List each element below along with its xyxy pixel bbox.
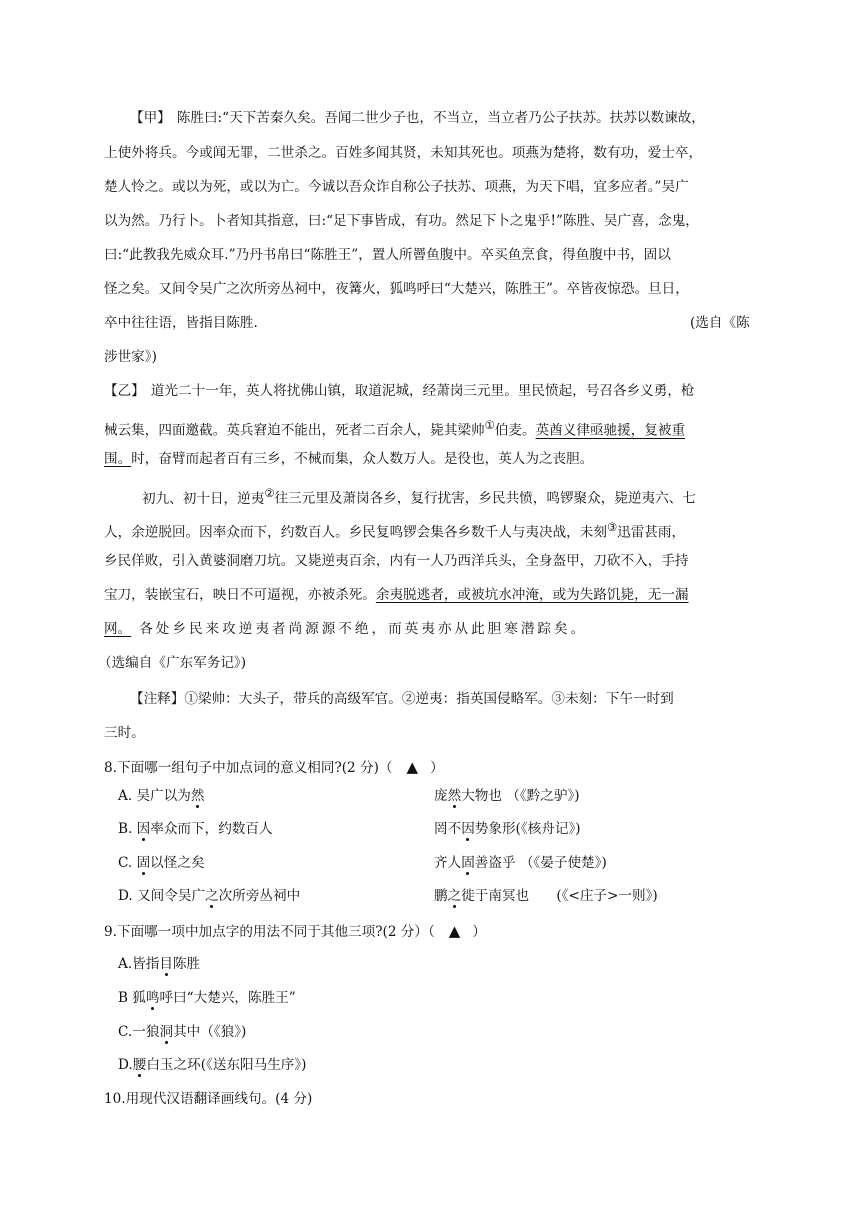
question-9-stem: 9.下面哪一项中加点字的用法不同于其他三项?(2 分）（ ▲ ） bbox=[104, 922, 486, 940]
underlined-sentence-1-end: 围。 bbox=[104, 451, 132, 467]
passage-jia-source-b: 涉世家》) bbox=[104, 349, 157, 365]
passage-jia-label: 【甲】 bbox=[130, 110, 171, 126]
q8-option-c-right: 齐人固善盗乎 （《晏子使楚》) bbox=[434, 855, 607, 871]
passage-yi-source: （选编自《广东军务记》) bbox=[98, 655, 247, 671]
q9-option-b[interactable]: B 狐鸣呼曰“大楚兴，陈胜王” bbox=[118, 990, 296, 1006]
note-marker-2: ② bbox=[264, 486, 275, 500]
question-10-stem: 10.用现代汉语翻译画线句。(4 分) bbox=[104, 1091, 313, 1107]
underlined-sentence-1: 英酋义律亟驰援，复被重 bbox=[535, 422, 686, 439]
dotted-character: 目 bbox=[159, 956, 173, 972]
passage-jia-line-6: 怪之矣。又间令吴广之次所旁丛祠中，夜篝火，狐鸣呼曰“大楚兴，陈胜王”。卒皆夜惊恐。旦日， bbox=[104, 281, 689, 297]
passage-yi-line-3: 围。时，奋臂而起者百有三乡，不械而集，众人数万人。是役也，英人为之丧胆。 bbox=[104, 451, 594, 467]
dotted-character: 鸣 bbox=[145, 990, 160, 1006]
q8-option-d-right: 鹏之徙于南冥也 (《<庄子>一则》) bbox=[434, 888, 658, 904]
dotted-character: 之 bbox=[205, 888, 219, 904]
passage-yi-line-2: 械云集，四面邀截。英兵窘迫不能出，死者二百余人，毙其梁帅①伯麦。英酋义律亟驰援，复被重 bbox=[104, 418, 686, 439]
underlined-sentence-2: 余夷脱逃者，或被坑水冲淹，或为失路饥毙，无一漏 bbox=[375, 587, 689, 603]
dotted-character: 之 bbox=[447, 888, 462, 904]
dotted-character: 然 bbox=[447, 788, 462, 804]
passage-yi-line-7: 宝刀，装嵌宝石，映日不可逼视，亦被杀死。余夷脱逃者，或被坑水冲淹，或为失路饥毙，无一漏 bbox=[104, 587, 689, 603]
q8-option-b-right: 罔不因势象形(《核舟记》) bbox=[434, 821, 581, 837]
dotted-character: 固 bbox=[136, 855, 151, 871]
dotted-character: 然 bbox=[190, 788, 205, 804]
passage-yi-label: 【乙】 bbox=[104, 383, 145, 399]
notes-label: 【注释】 bbox=[130, 691, 185, 707]
dotted-character: 固 bbox=[461, 855, 475, 871]
q9-option-c[interactable]: C.一狼洞其中（《狼》) bbox=[118, 1024, 247, 1040]
passage-jia-source-a: (选自《陈 bbox=[690, 315, 750, 331]
passage-yi-line-4: 初九、初十日，逆夷②往三元里及萧岗各乡，复行扰害，乡民共愤，鸣锣聚众，毙逆夷六、七 bbox=[142, 486, 696, 507]
dotted-character: 腰 bbox=[132, 1057, 147, 1073]
q8-option-d-left[interactable]: D. 又间令吴广之次所旁丛祠中 bbox=[118, 888, 301, 904]
q8-option-b-left[interactable]: B. 因率众而下，约数百人 bbox=[118, 821, 273, 837]
dotted-character: 洞 bbox=[159, 1024, 174, 1040]
dotted-character: 因 bbox=[136, 821, 151, 837]
q9-option-a[interactable]: A.皆指目陈胜 bbox=[118, 956, 201, 972]
passage-yi-line-8: 网。 各处乡民来攻逆夷者尚源源不绝，而英夷亦从此胆寒潜踪矣。 bbox=[104, 621, 588, 637]
triangle-up-icon: ▲ bbox=[448, 922, 461, 940]
passage-yi-line-6: 乡民佯败，引入黄婆洞磨刀坑。又毙逆夷百余，内有一人乃西洋兵头，全身盔甲，刀砍不入，手持 bbox=[104, 553, 689, 569]
underlined-sentence-2-end: 网。 bbox=[104, 621, 132, 637]
notes-line-2: 三时。 bbox=[104, 725, 145, 741]
passage-jia-line-5: 曰:“此教我先威众耳.”乃丹书帛曰“陈胜王”，置人所罾鱼腹中。卒买鱼烹食，得鱼腹中书，固以 bbox=[104, 247, 671, 263]
note-marker-1: ① bbox=[484, 418, 495, 432]
notes-line-1: 【注释】①梁帅：大头子，带兵的高级军官。②逆夷：指英国侵略军。③未刻：下午一时到 bbox=[130, 691, 674, 707]
passage-jia-line-2: 上使外将兵。今或闻无罪，二世杀之。百姓多闻其贤，未知其死也。项燕为楚将，数有功，爱士卒， bbox=[104, 145, 703, 161]
passage-yi-line-1: 【乙】 道光二十一年，英人将扰佛山镇，取道泥城，经萧岗三元里。里民愤起，号召各乡义勇，枪 bbox=[104, 383, 695, 399]
question-8-stem: 8.下面哪一组句子中加点词的意义相同?(2 分)（ ▲ ） bbox=[104, 758, 444, 776]
q8-option-a-right: 庞然大物也 （《黔之驴》) bbox=[434, 788, 580, 804]
passage-jia-line-4: 以为然。乃行卜。卜者知其指意，曰:“足下事皆成，有功。然足下卜之鬼乎!”陈胜、吴广喜，念鬼， bbox=[104, 213, 699, 229]
dotted-character: 因 bbox=[461, 821, 475, 837]
passage-yi-line-5: 人，余逆脱回。因率众而下，约数百人。乡民复鸣锣会集各乡数千人与夷决战，未刻③迅雷甚雨， bbox=[104, 520, 686, 541]
passage-jia-line-3: 楚人怜之。或以为死，或以为亡。今诚以吾众诈自称公子扶苏、项燕，为天下唱，宜多应者。”吴广 bbox=[104, 179, 689, 195]
note-marker-3: ③ bbox=[606, 520, 618, 534]
q8-option-a-left[interactable]: A. 吴广以为然 bbox=[118, 788, 205, 804]
q8-option-c-left[interactable]: C. 固以怪之矣 bbox=[118, 855, 205, 871]
passage-jia-line-7: 卒中往往语，皆指目陈胜. bbox=[104, 315, 258, 331]
q9-option-d[interactable]: D.腰白玉之环(《送东阳马生序》) bbox=[118, 1057, 307, 1073]
triangle-up-icon: ▲ bbox=[406, 758, 419, 776]
passage-jia-line-1: 【甲】 陈胜曰:“天下苦秦久矣。吾闻二世少子也，不当立，当立者乃公子扶苏。扶苏以数谏故， bbox=[130, 110, 705, 126]
